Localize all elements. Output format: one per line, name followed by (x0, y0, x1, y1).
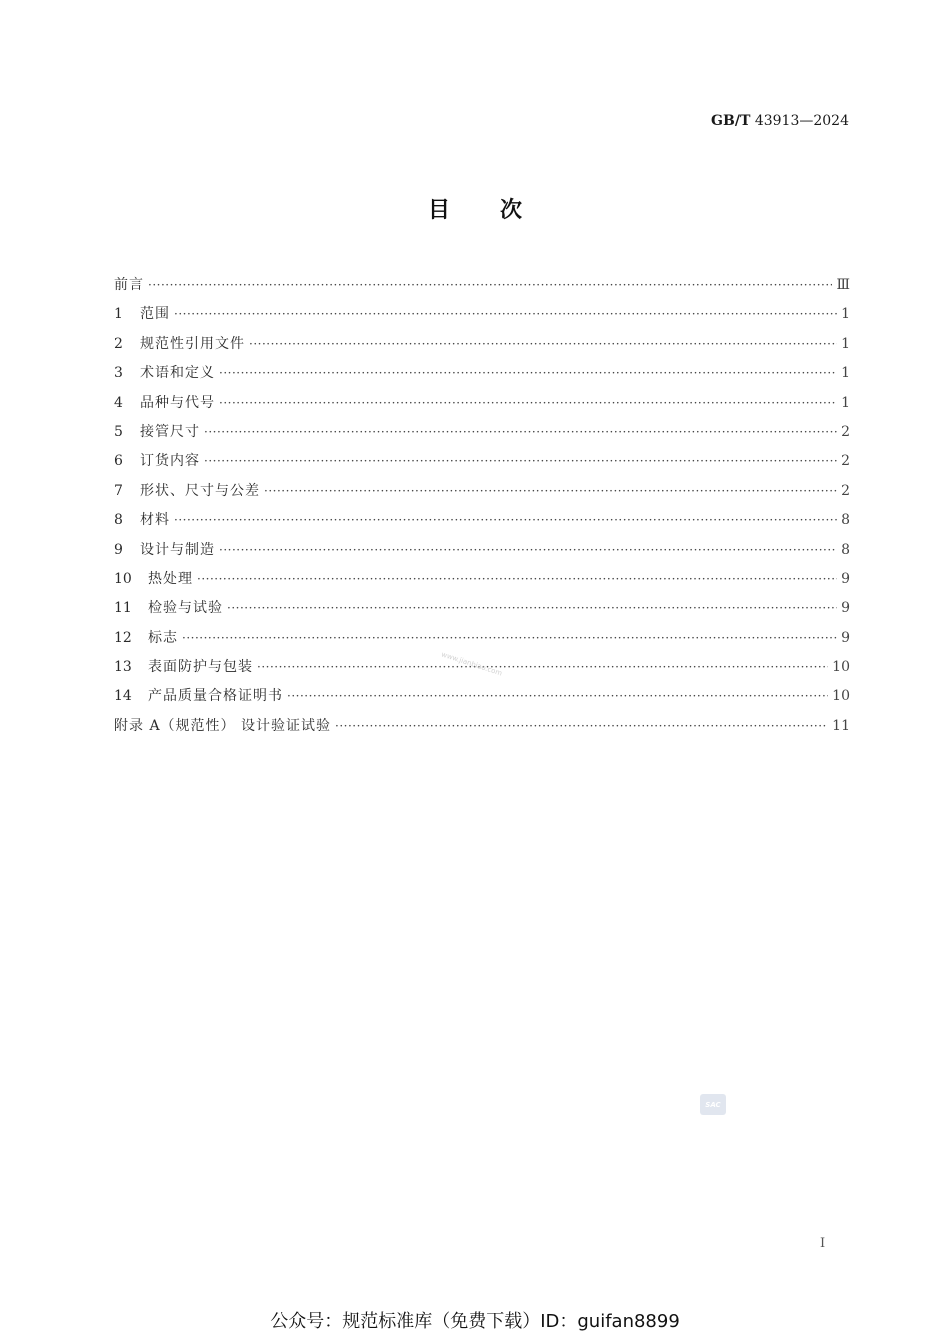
footer-note: 公众号：规范标准库（免费下载）ID：guifan8899 (270, 1311, 680, 1332)
toc-section-label: 设计与制造 (140, 541, 215, 558)
toc-dot-leader (249, 330, 837, 359)
toc-page-number: 10 (832, 659, 850, 676)
toc-page-number: 9 (841, 600, 850, 617)
toc-section-label: 术语和定义 (140, 365, 215, 382)
toc-section-number: 1 (114, 306, 123, 323)
toc-page-number: 9 (841, 629, 850, 646)
toc-dot-leader (174, 300, 837, 329)
standard-number: 43913—2024 (754, 113, 849, 129)
toc-section-number: 6 (114, 453, 123, 470)
toc-page-number: 2 (841, 453, 850, 470)
toc-page-number: 1 (841, 306, 850, 323)
toc-section-label: 订货内容 (140, 453, 200, 470)
toc-page-number: 10 (832, 688, 850, 705)
toc-page-number: Ⅲ (836, 277, 850, 293)
toc-section-label: 检验与试验 (148, 600, 223, 617)
toc-section-label: 形状、尺寸与公差 (140, 482, 260, 499)
toc-dot-leader (287, 682, 828, 711)
toc-section-number: 3 (114, 365, 123, 382)
toc-section-number: 13 (114, 659, 132, 676)
page-number: I (820, 1236, 826, 1251)
toc-page-number: 1 (841, 335, 850, 352)
toc-dot-leader (219, 389, 837, 418)
toc-section-number: 10 (114, 570, 132, 587)
toc-section-label: 范围 (140, 306, 170, 323)
toc-section-label: 表面防护与包装 (148, 659, 253, 676)
toc-section-number: 14 (114, 688, 132, 705)
toc-page-number: 2 (841, 482, 850, 499)
toc-dot-leader (219, 359, 837, 388)
standard-prefix: GB/T (711, 113, 751, 129)
toc-page-number: 9 (841, 570, 850, 587)
toc-section-label: 材料 (140, 512, 170, 529)
toc-row[interactable] (114, 477, 850, 506)
toc-section-label: 接管尺寸 (140, 423, 200, 440)
toc-row[interactable] (114, 712, 850, 741)
sac-logo-icon: SAC (700, 1094, 726, 1115)
toc-section-number: 4 (114, 394, 123, 411)
toc-dot-leader (174, 506, 837, 535)
page-title: 目次 (427, 198, 572, 223)
toc-section-label: 品种与代号 (140, 394, 215, 411)
toc-section-number: 11 (114, 600, 132, 617)
toc-page-number: 1 (841, 394, 850, 411)
toc-dot-leader (148, 271, 832, 300)
toc-page-number: 1 (841, 365, 850, 382)
toc-dot-leader (264, 477, 837, 506)
toc-dot-leader (182, 624, 837, 653)
toc-section-label: 前言 (114, 277, 144, 293)
toc-dot-leader (257, 653, 828, 682)
toc-section-number: 9 (114, 541, 123, 558)
watermark-text: www.jianbiao.com (440, 650, 504, 678)
toc-row[interactable] (114, 624, 850, 653)
toc-row[interactable] (114, 594, 850, 623)
toc-section-number: 2 (114, 335, 123, 352)
toc-section-number: 12 (114, 629, 132, 646)
toc-section-label: 标志 (148, 629, 178, 646)
toc-section-number: 5 (114, 423, 123, 440)
toc-page-number: 2 (841, 423, 850, 440)
toc-page-number: 11 (832, 717, 850, 734)
toc-section-number: 8 (114, 512, 123, 529)
toc-page-number: 8 (841, 512, 850, 529)
toc-dot-leader (204, 418, 837, 447)
toc-row[interactable] (114, 300, 850, 329)
toc-section-label: 产品质量合格证明书 (148, 688, 283, 705)
toc-row[interactable] (114, 565, 850, 594)
toc-section-label: 规范性引用文件 (140, 335, 245, 352)
toc-row[interactable] (114, 271, 850, 300)
toc-dot-leader (204, 447, 837, 476)
toc-section-label: 附录 A（规范性） 设计验证试验 (114, 717, 332, 734)
toc-row[interactable] (114, 418, 850, 447)
toc-dot-leader (197, 565, 837, 594)
toc-row[interactable] (114, 359, 850, 388)
standard-code (711, 113, 849, 129)
toc-row[interactable] (114, 506, 850, 535)
toc-row[interactable] (114, 389, 850, 418)
toc-dot-leader (227, 594, 837, 623)
toc-dot-leader (219, 536, 837, 565)
toc-row[interactable] (114, 447, 850, 476)
toc-page-number: 8 (841, 541, 850, 558)
toc-section-label: 热处理 (148, 570, 193, 587)
toc-row[interactable] (114, 330, 850, 359)
toc-section-number: 7 (114, 482, 123, 499)
toc-row[interactable] (114, 682, 850, 711)
toc-row[interactable] (114, 536, 850, 565)
toc-dot-leader (335, 712, 828, 741)
